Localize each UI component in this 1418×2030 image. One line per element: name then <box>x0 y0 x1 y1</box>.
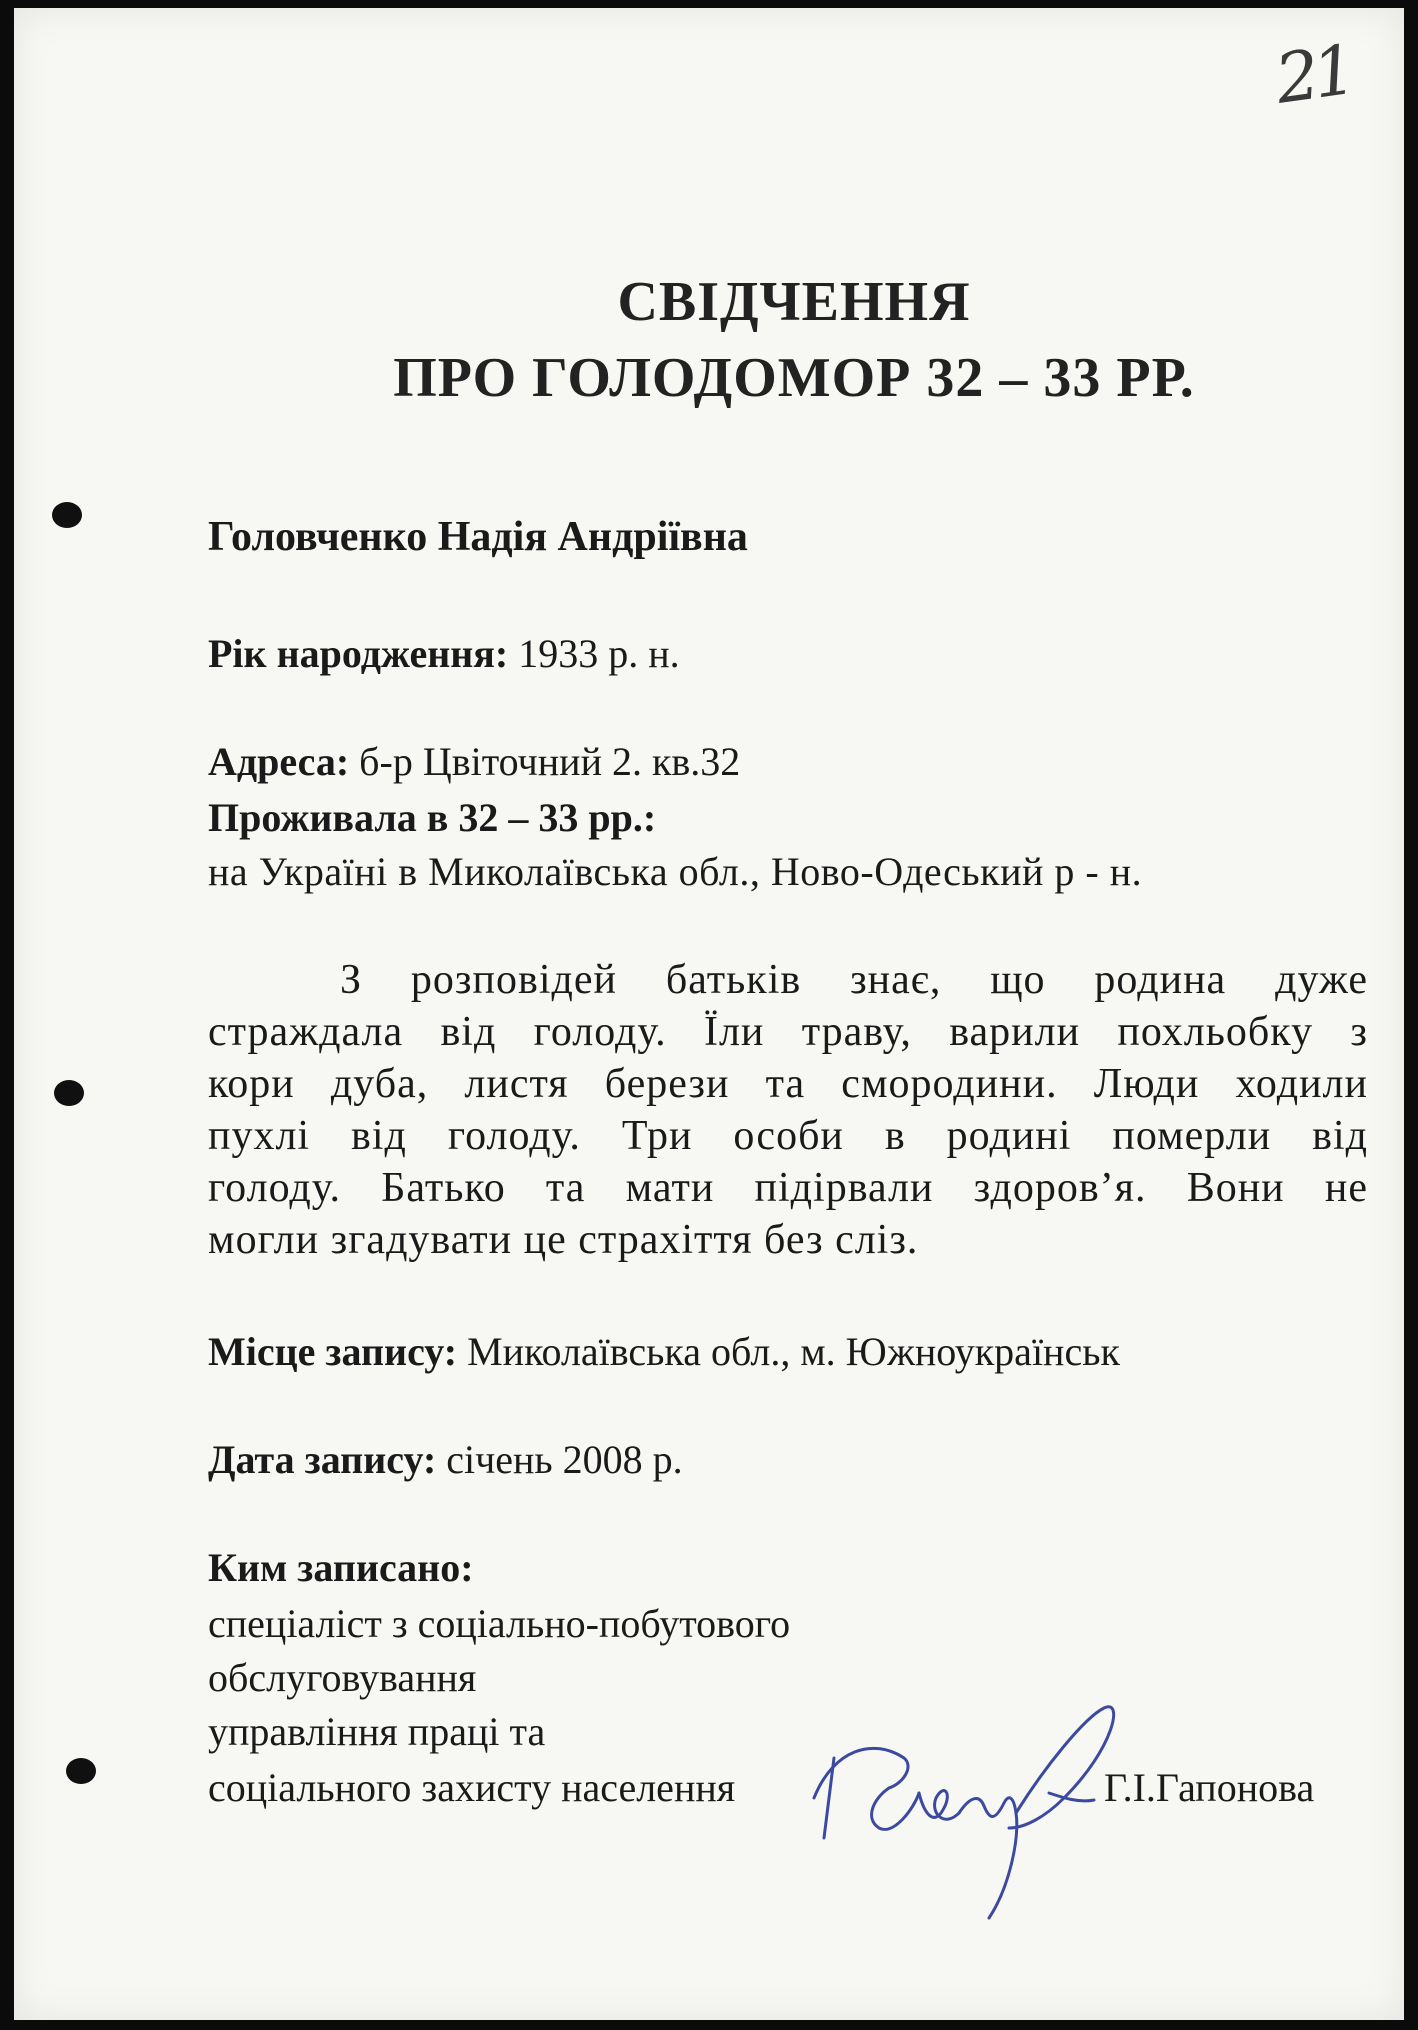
birth-year-label: Рік народження: <box>208 631 509 676</box>
punch-hole-middle <box>54 1080 84 1106</box>
document-title-line1: СВІДЧЕННЯ <box>617 271 971 333</box>
recorded-by-line: спеціаліст з соціально-побутового <box>208 1601 791 1646</box>
address-label: Адреса: <box>208 739 350 784</box>
testimony-line: З розповідей батьків знає, що родина дуже <box>340 957 1368 1003</box>
address-value: б-р Цвіточний 2. кв.32 <box>359 739 741 784</box>
birth-year-row <box>208 630 680 677</box>
punch-hole-top <box>52 502 82 528</box>
lived-label: Проживала в 32 – 33 рр.: <box>208 795 657 840</box>
person-name: Головченко Надія Андріївна <box>208 514 748 560</box>
testimony-line: страждала від голоду. Їли траву, варили похльобку з <box>208 1009 1368 1055</box>
document-page <box>14 8 1404 2020</box>
date-label: Дата запису: <box>208 1437 437 1482</box>
testimony-line: кори дуба, листя берези та смородини. Люди ходили <box>208 1061 1368 1107</box>
document-title-line2: ПРО ГОЛОДОМОР 32 – 33 РР. <box>393 347 1195 409</box>
testimony-line: могли згадувати це страхіття без сліз. <box>208 1217 919 1263</box>
date-row <box>208 1436 683 1483</box>
testimony-line: голоду. Батько та мати підірвали здоров’я. Вони не <box>208 1165 1368 1211</box>
punch-hole-bottom <box>66 1758 96 1784</box>
testimony-paragraph <box>208 954 1368 1266</box>
testimony-line: пухлі від голоду. Три особи в родині померли від <box>208 1113 1368 1159</box>
recorded-by-line: управління праці та <box>208 1709 546 1754</box>
recorded-by-line: соціального захисту населення <box>208 1765 736 1810</box>
recorder-name: Г.І.Гапонова <box>1104 1765 1315 1810</box>
handwritten-signature <box>794 1688 1134 1928</box>
place-row <box>208 1328 1120 1375</box>
lived-value: на Україні в Миколаївська обл., Ново-Одеський р - н. <box>208 849 1143 894</box>
date-value: січень 2008 р. <box>446 1437 683 1482</box>
place-label: Місце запису: <box>208 1329 458 1374</box>
handwritten-page-number: 21 <box>1270 31 1356 120</box>
recorded-by-label: Ким записано: <box>208 1545 474 1590</box>
birth-year-value: 1933 р. н. <box>518 631 680 676</box>
address-row <box>208 738 740 785</box>
recorded-by-line: обслуговування <box>208 1655 477 1700</box>
place-value: Миколаївська обл., м. Южноукраїнськ <box>467 1329 1120 1374</box>
